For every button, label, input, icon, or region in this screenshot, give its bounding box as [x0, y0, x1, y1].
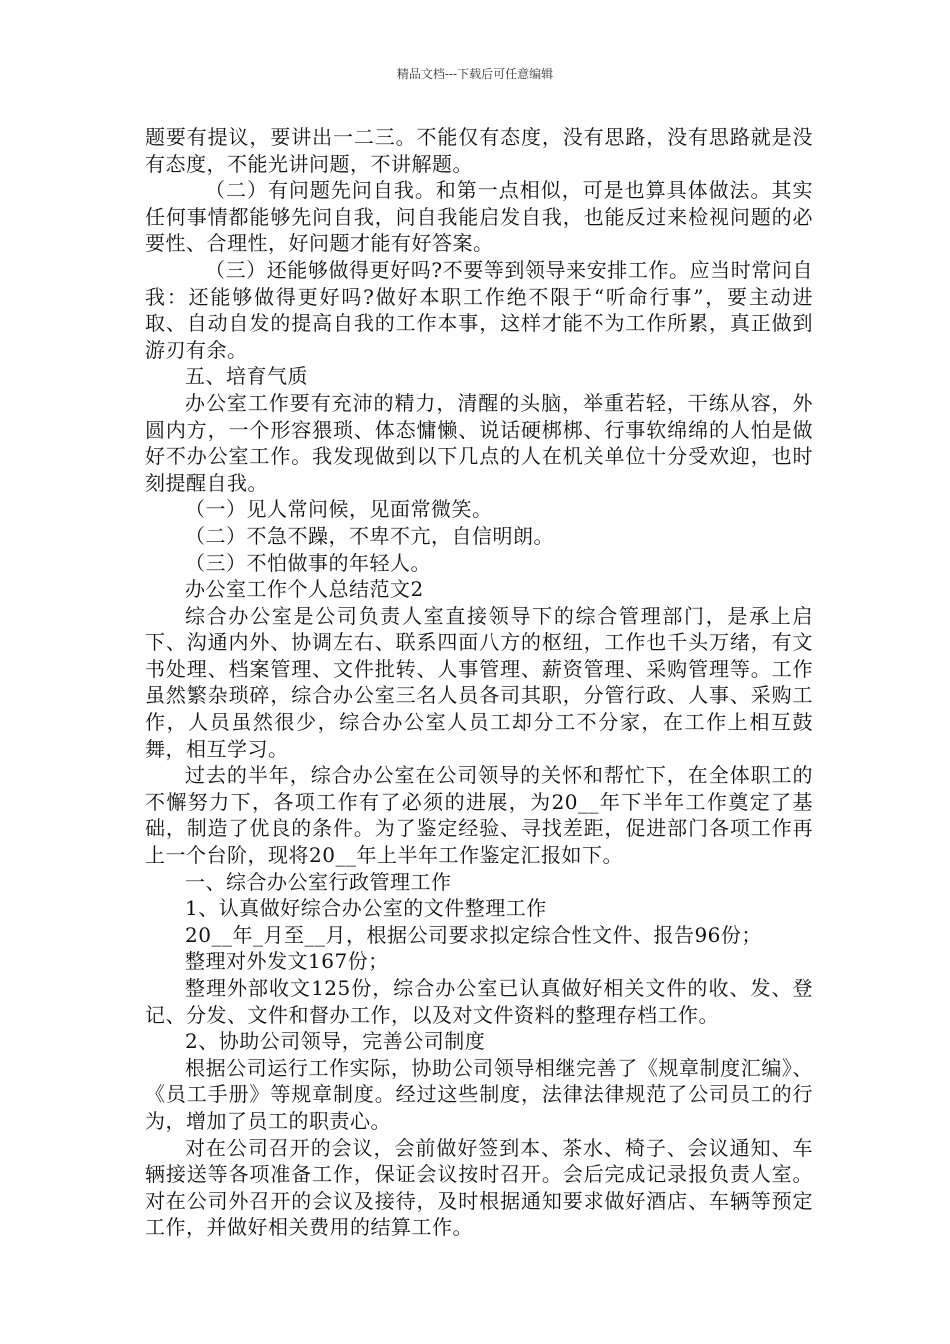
paragraph-5: 办公室工作要有充沛的精力，清醒的头脑，举重若轻，干练从容，外圆内方，一个形容猥琐、体态慵懒、说话硬梆梆、行事软绵绵的人怕是做好不办公室工作。我发现做到以下几点的人在机关单位十分受欢迎，也时刻提醒自我。 — [145, 390, 813, 495]
paragraph-11: 过去的半年，综合办公室在公司领导的关怀和帮忙下，在全体职工的不懈努力下，各项工作有了必须的进展，为20__年下半年工作奠定了基础，制造了优良的条件。为了鉴定经验、寻找差距，促进部门各项工作再上一个台阶，现将20__年上半年工作鉴定汇报如下。 — [145, 763, 813, 868]
page-header: 精品文档---下载后可任意编辑 — [396, 67, 554, 81]
paragraph-3: （三）还能够做得更好吗?不要等到领导来安排工作。应当时常问自我：还能够做得更好吗?做好本职工作绝不限于“听命行事”，要主动进取、自动自发的提高自我的工作本事，这样才能不为工作所累，真正做到游刃有余。 — [145, 257, 813, 362]
article-title-2: 办公室工作个人总结范文2 — [185, 577, 424, 602]
subsection-heading-2: 2、协助公司领导，完善公司制度 — [185, 1029, 486, 1054]
paragraph-10: 综合办公室是公司负责人室直接领导下的综合管理部门，是承上启下、沟通内外、协调左右、联系四面八方的枢纽，工作也千头万绪，有文书处理、档案管理、文件批转、人事管理、薪资管理、采购管理等。工作虽然繁杂琐碎，综合办公室三名人员各司其职，分管行政、人事、采购工作，人员虽然很少，综合办公室人员工却分工不分家，在工作上相互鼓舞，相互学习。 — [145, 603, 813, 761]
paragraph-19: 对在公司召开的会议，会前做好签到本、茶水、椅子、会议通知、车辆接送等各项准备工作，保证会议按时召开。会后完成记录报负责人室。对在公司外召开的会议及接待，及时根据通知要求做好酒店、车辆等预定工作，并做好相关费用的结算工作。 — [145, 1135, 813, 1240]
paragraph-15: 整理对外发文167份； — [185, 949, 389, 974]
paragraph-2: （二）有问题先问自我。和第一点相似，可是也算具体做法。其实任何事情都能够先问自我，问自我能启发自我，也能反过来检视问题的必要性、合理性，好问题才能有好答案。 — [145, 178, 813, 256]
list-item-3: （三）不怕做事的年轻人。 — [185, 550, 431, 575]
paragraph-14: 20__年_月至__月，根据公司要求拟定综合性文件、报告96份； — [185, 922, 762, 947]
paragraph-16: 整理外部收文125份，综合办公室已认真做好相关文件的收、发、登记、分发、文件和督办工作，以及对文件资料的整理存档工作。 — [145, 976, 813, 1027]
list-item-1: （一）见人常问候，见面常微笑。 — [185, 497, 493, 522]
list-item-2: （二）不急不躁，不卑不亢，自信明朗。 — [185, 523, 554, 548]
paragraph-1: 题要有提议，要讲出一二三。不能仅有态度，没有思路，没有思路就是没有态度，不能光讲问题，不讲解题。 — [145, 125, 813, 176]
section-heading-1: 一、综合办公室行政管理工作 — [185, 869, 452, 894]
paragraph-18: 根据公司运行工作实际，协助公司领导相继完善了《规章制度汇编》、《员工手册》等规章制度。经过这些制度，法律法律规范了公司员工的行为，增加了员工的职责心。 — [145, 1055, 813, 1133]
section-heading-5: 五、培育气质 — [185, 364, 308, 389]
document-body — [145, 124, 813, 1241]
subsection-heading-1: 1、认真做好综合办公室的文件整理工作 — [185, 896, 547, 921]
